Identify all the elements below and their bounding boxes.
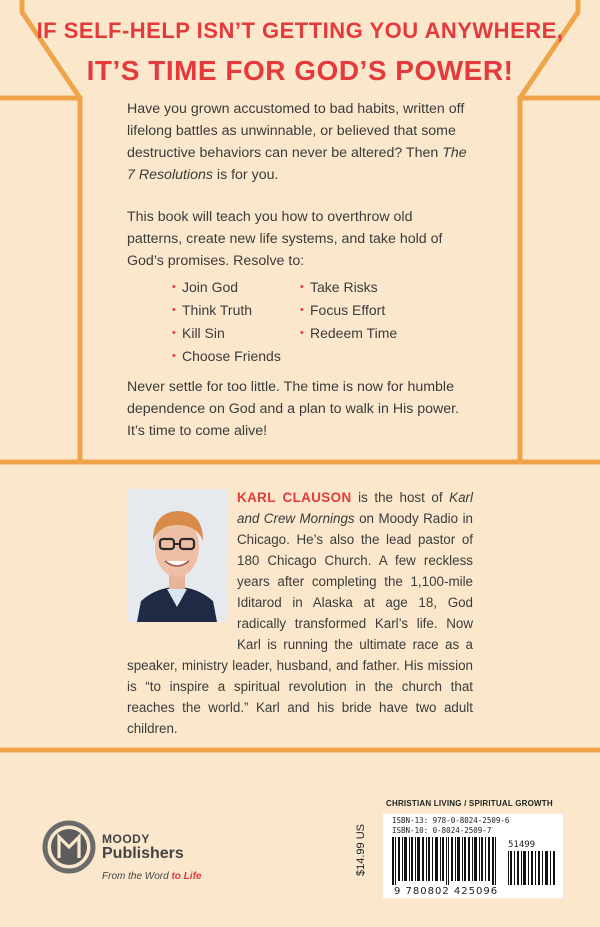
isbn-13: ISBN-13: 978-0-8024-2509-6	[392, 816, 510, 825]
publisher-tagline: From the Word to Life	[102, 871, 202, 882]
isbn-10: ISBN-10: 0-8024-2509-7	[392, 826, 492, 835]
resolutions-right-column	[300, 276, 397, 345]
headline-line-2: IT’S TIME FOR GOD’S POWER!	[86, 55, 514, 86]
resolution-item: • Join God	[172, 276, 281, 299]
price-label: $14.99 US	[355, 824, 367, 876]
resolution-item: • Think Truth	[172, 299, 281, 322]
resolution-item: • Choose Friends	[172, 345, 281, 368]
resolution-item: • Take Risks	[300, 276, 397, 299]
intro-paragraph-1: Have you grown accustomed to bad habits, written off lifelong battles as unwinnable, or believed that some destructive behaviors can never be altered? Then The 7 Resolutions is for you.	[127, 101, 467, 183]
intro-paragraph-3: Never settle for too little. The time is now for humble dependence on God and a plan to walk in His power. It’s time to come alive!	[127, 379, 460, 439]
radio-show-title: Karl and Crew Mornings	[237, 490, 473, 526]
headline-line-1: IF SELF-HELP ISN’T GETTING YOU ANYWHERE,	[36, 18, 564, 43]
intro-paragraph-2: This book will teach you how to overthrow old patterns, create new life systems, and take hold of God’s promises. Resolve to:	[127, 209, 443, 269]
author-name: KARL CLAUSON	[237, 490, 352, 505]
book-title: The 7 Resolutions	[127, 145, 467, 183]
resolution-item: • Redeem Time	[300, 322, 397, 345]
moody-logo-icon	[40, 818, 98, 876]
barcode-icon	[392, 837, 560, 885]
author-bio: KARL CLAUSON is the host of Karl and Crew Mornings on Moody Radio in Chicago. He’s also the lead pastor of 180 Chicago Church. A few reckless years after completing the 1,100-mile Iditarod in Alaska at age 18, God radically transformed Karl’s life. Now Karl is running the ultimate race as a speaker, ministry leader, husband, and father. His mission is “to inspire a spiritual revolution in the church that reaches the world.” Karl and his bride have two adult children.	[127, 490, 473, 736]
publisher-name-line-2: Publishers	[102, 845, 184, 862]
category-label: CHRISTIAN LIVING / SPIRITUAL GROWTH	[386, 799, 553, 808]
barcode-addon-number: 51499	[508, 840, 536, 850]
resolutions-left-column	[172, 276, 281, 368]
resolution-item: • Kill Sin	[172, 322, 281, 345]
resolution-item: • Focus Effort	[300, 299, 397, 322]
publisher-name-line-1: MOODY	[102, 832, 150, 846]
ean-number: 9 780802 425096	[394, 886, 499, 897]
